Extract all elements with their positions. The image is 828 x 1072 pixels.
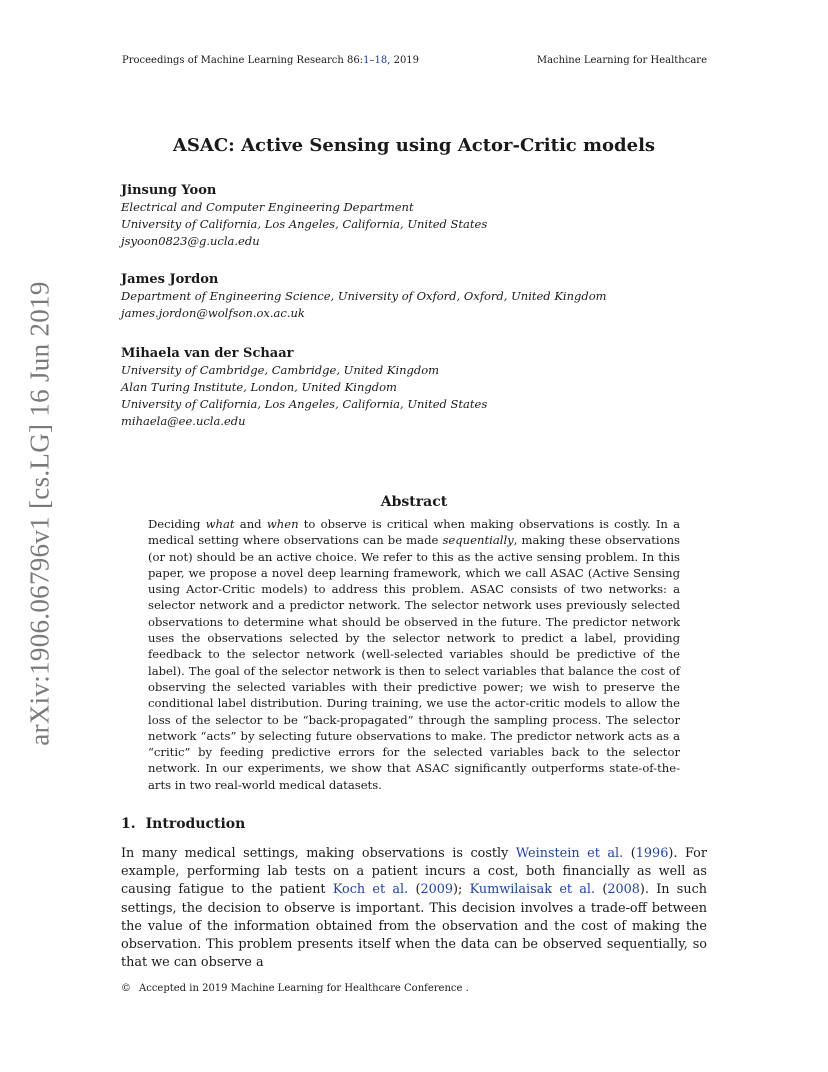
header-year: , 2019 [387,55,420,66]
citation-year-link[interactable]: 1996 [635,846,669,861]
footnote [121,983,469,994]
author-affiliation: University of California, Los Angeles, California, United States [121,397,488,411]
page-link-first[interactable]: 1 [363,55,370,66]
citation-link[interactable]: Koch et al. [332,882,409,898]
author-block-1 [121,182,721,250]
footnote-text: Accepted in 2019 Machine Learning for Healthcare Conference . [139,983,469,994]
abstract-fragment: Deciding [148,517,206,531]
intro-fragment: ). For example, performing lab tests on a patient incurs a cost, both financially as well as causing fatigue to the patient [121,846,707,898]
copyright-icon: © [121,983,131,994]
intro-fragment: ); [453,882,470,898]
citation-link[interactable]: Kumwilaisak et al. [469,882,596,898]
intro-fragment: In many medical settings, making observations is costly [121,846,516,861]
author-email[interactable]: james.jordon@wolfson.ox.ac.uk [121,306,305,320]
citation-year-link[interactable]: 2009 [420,882,454,898]
author-affiliation: University of California, Los Angeles, California, United States [121,217,488,231]
author-email[interactable]: mihaela@ee.ucla.edu [121,414,246,428]
abstract-emphasis: what [205,517,235,531]
intro-fragment: ). In such settings, the decision to observe is important. This decision involves a trade-off between the value of the information obtained from the observation and the cost of making the observation. This problem presents itself when the data can be observed sequentially, so that we can observe a [121,882,707,971]
abstract-text [148,516,680,793]
header-journal-text: Proceedings of Machine Learning Research 86: [122,55,364,66]
arxiv-stamp: arXiv:1906.06796v1 [cs.LG] 16 Jun 2019 [24,281,55,746]
abstract-heading: Abstract [380,494,448,510]
author-name: Mihaela van der Schaar [121,346,294,361]
author-email[interactable]: jsyoon0823@g.ucla.edu [121,234,260,248]
intro-fragment: ( [595,882,608,898]
intro-fragment: ( [623,846,636,861]
author-affiliation: Electrical and Computer Engineering Department [121,200,414,214]
citation-year-link[interactable]: 2008 [607,882,640,898]
author-affiliation: Alan Turing Institute, London, United Kingdom [121,380,397,394]
author-name: Jinsung Yoon [121,183,217,198]
header-dash: – [369,55,375,66]
section-number: 1. [121,816,136,832]
page-link-last[interactable]: 18 [374,55,388,66]
author-block-3 [121,345,721,430]
author-block-2 [121,271,721,322]
running-header-right: Machine Learning for Healthcare [536,55,707,66]
author-affiliation: Department of Engineering Science, University of Oxford, Oxford, United Kingdom [121,289,607,303]
abstract-fragment: , making these observations (or not) should be an active choice. We refer to this as the active sensing problem. In this paper, we propose a novel deep learning framework, which we call ASAC (Active Sensing using Actor-Critic models) to address this problem. ASAC consists of two networks: a selector network and a predictor network. The selector network uses previously selected observations to determine what should be observed in the future. The predictor network uses the observations selected by the selector network to predict a label, providing feedback to the selector network (well-selected variables should be predictive of the label). The goal of the selector network is then to select variables that balance the cost of observing the selected variables with their predictive power; we wish to preserve the conditional label distribution. During training, we use the actor-critic models to allow the loss of the selector to be “back-propagated” through the sampling process. The selector network “acts” by selecting future observations to make. The predictor network acts as a “critic” by feeding predictive errors for the selected variables back to the selector network. In our experiments, we show that ASAC significantly outperforms state-of-the-arts in two real-world medical datasets. [148,533,680,792]
abstract-emphasis: when [266,517,299,531]
abstract-emphasis: sequentially [442,533,514,548]
abstract-fragment: to observe is critical when making observations is costly. In a medical setting where observations can be made [148,517,681,548]
intro-fragment: ( [408,882,421,898]
abstract-fragment: and [234,517,267,531]
section-title: Introduction [145,816,246,832]
paper-title: ASAC: Active Sensing using Actor-Critic models [172,135,656,156]
citation-link[interactable]: Weinstein et al. [515,846,624,861]
running-header-left [122,55,419,66]
intro-paragraph [121,845,707,972]
section-heading [121,816,255,832]
author-name: James Jordon [121,272,219,287]
author-affiliation: University of Cambridge, Cambridge, United Kingdom [121,363,440,377]
